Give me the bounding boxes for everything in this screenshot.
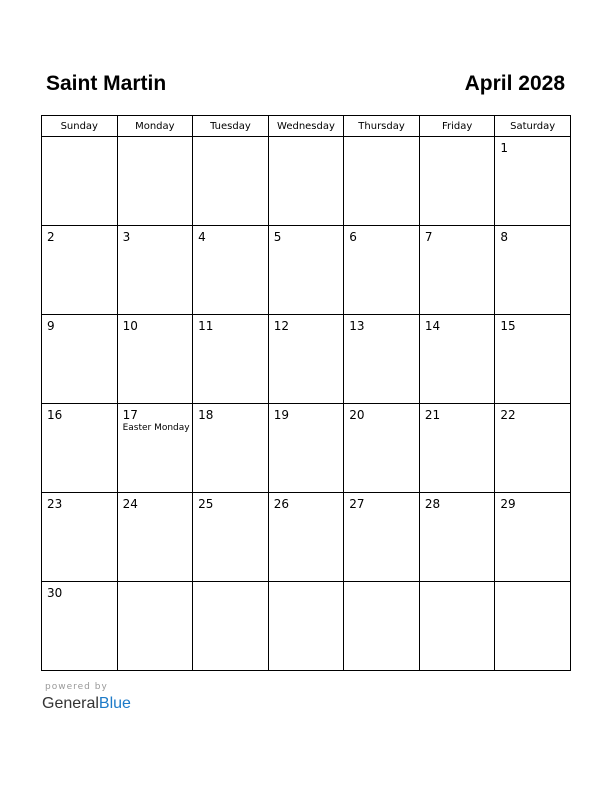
day-number: 25 — [198, 497, 214, 511]
day-number: 13 — [349, 319, 365, 333]
day-number: 1 — [500, 141, 509, 155]
calendar-week-row — [42, 404, 571, 493]
calendar-day-cell — [117, 404, 193, 493]
day-number: 2 — [47, 230, 55, 244]
calendar-day-cell — [344, 226, 420, 315]
day-number: 21 — [424, 408, 441, 422]
day-number: 18 — [198, 408, 214, 422]
calendar-day-cell — [495, 137, 571, 226]
day-number: 10 — [122, 319, 138, 333]
calendar-day-cell — [495, 582, 571, 671]
calendar-day-cell — [268, 315, 344, 404]
weekday-header: Tuesday — [193, 116, 269, 137]
powered-by-label: powered by — [45, 682, 108, 692]
weekday-header: Sunday — [42, 116, 118, 137]
calendar-day-cell — [193, 315, 269, 404]
calendar-day-cell — [495, 404, 571, 493]
calendar-day-cell — [268, 582, 344, 671]
day-number: 9 — [47, 319, 55, 333]
calendar-day-cell — [117, 226, 193, 315]
day-number: 26 — [273, 497, 289, 511]
calendar-day-cell — [268, 404, 344, 493]
calendar-day-cell — [117, 315, 193, 404]
calendar-month-title: April 2028 — [464, 72, 565, 95]
calendar-day-cell — [419, 137, 495, 226]
weekday-header: Monday — [117, 116, 193, 137]
weekday-header: Friday — [419, 116, 495, 137]
calendar-day-cell — [42, 137, 118, 226]
calendar-day-cell — [42, 315, 118, 404]
day-number: 15 — [500, 319, 516, 333]
weekday-header-row — [42, 116, 571, 137]
calendar-week-row — [42, 137, 571, 226]
calendar-day-cell — [344, 582, 420, 671]
day-number: 28 — [424, 497, 441, 511]
day-number: 6 — [349, 230, 357, 244]
day-number: 30 — [47, 586, 63, 600]
weekday-header: Thursday — [344, 116, 420, 137]
day-number: 8 — [500, 230, 509, 244]
day-number: 24 — [122, 497, 138, 511]
calendar-day-cell — [193, 493, 269, 582]
weekday-header: Wednesday — [268, 116, 344, 137]
calendar-day-cell — [419, 493, 495, 582]
day-number: 16 — [47, 408, 63, 422]
calendar-day-cell — [117, 493, 193, 582]
calendar-day-cell — [344, 137, 420, 226]
day-number: 29 — [500, 497, 516, 511]
calendar-day-cell — [42, 493, 118, 582]
day-number: 27 — [349, 497, 365, 511]
calendar-day-cell — [117, 582, 193, 671]
calendar-day-cell — [193, 404, 269, 493]
day-number: 14 — [424, 319, 441, 333]
day-number: 17 — [122, 408, 138, 422]
day-number: 22 — [500, 408, 516, 422]
day-number: 3 — [122, 230, 131, 244]
calendar-day-cell — [42, 226, 118, 315]
holiday-label: Easter Monday — [122, 423, 190, 433]
calendar-day-cell — [495, 315, 571, 404]
weekday-header: Saturday — [495, 116, 571, 137]
calendar-day-cell — [268, 226, 344, 315]
calendar-day-cell — [42, 404, 118, 493]
calendar-day-cell — [42, 582, 118, 671]
calendar-day-cell — [268, 493, 344, 582]
day-number: 7 — [424, 230, 433, 244]
calendar-location-title: Saint Martin — [46, 72, 167, 95]
logo-text-blue: Blue — [98, 695, 131, 712]
day-number: 5 — [273, 230, 282, 244]
calendar-day-cell — [419, 582, 495, 671]
calendar-day-cell — [117, 137, 193, 226]
calendar-week-row — [42, 582, 571, 671]
calendar-day-cell — [419, 226, 495, 315]
day-number: 19 — [273, 408, 289, 422]
calendar-day-cell — [344, 404, 420, 493]
day-number: 12 — [273, 319, 289, 333]
calendar-day-cell — [193, 137, 269, 226]
calendar-day-cell — [495, 226, 571, 315]
day-number: 11 — [198, 319, 214, 333]
calendar-day-cell — [268, 137, 344, 226]
day-number: 20 — [349, 408, 365, 422]
calendar-day-cell — [495, 493, 571, 582]
calendar-day-cell — [419, 315, 495, 404]
calendar-week-row — [42, 315, 571, 404]
generalblue-logo — [42, 694, 131, 714]
calendar-week-row — [42, 493, 571, 582]
calendar-day-cell — [193, 226, 269, 315]
day-number: 4 — [198, 230, 206, 244]
calendar-day-cell — [344, 315, 420, 404]
calendar-day-cell — [344, 493, 420, 582]
calendar-week-row — [42, 226, 571, 315]
calendar-day-cell — [193, 582, 269, 671]
day-number: 23 — [47, 497, 63, 511]
calendar-day-cell — [419, 404, 495, 493]
logo-text-general: General — [42, 695, 99, 712]
calendar-grid — [41, 115, 571, 671]
